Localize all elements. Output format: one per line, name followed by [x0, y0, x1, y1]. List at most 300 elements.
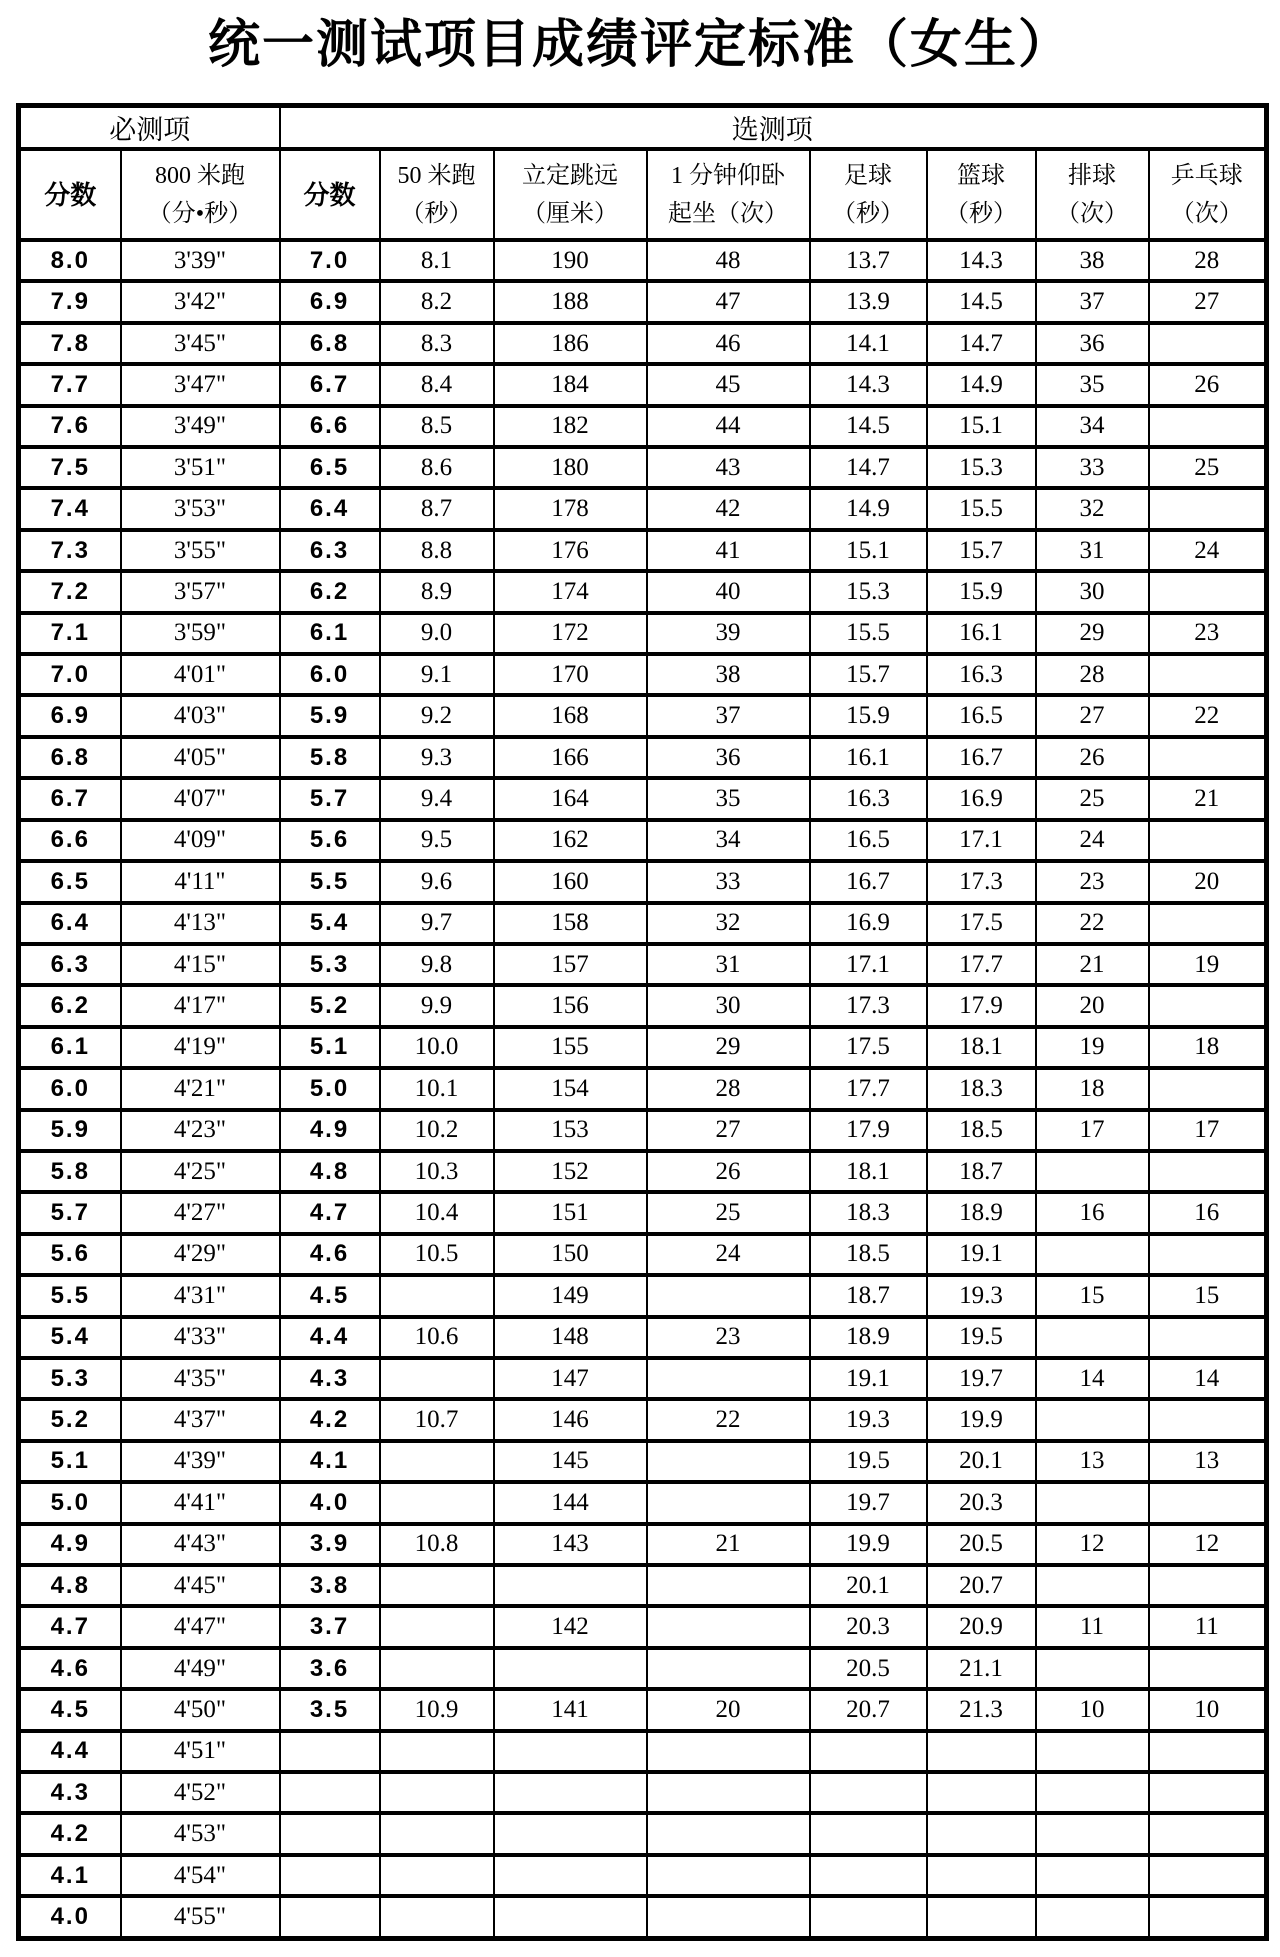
cell-standing-jump: 172 — [494, 613, 647, 654]
cell-run-50m: 10.2 — [380, 1110, 494, 1151]
cell-run-50m: 8.1 — [380, 240, 494, 281]
table-row — [19, 1027, 1267, 1068]
cell-score-right: 5.6 — [280, 820, 380, 861]
cell-standing-jump: 148 — [494, 1317, 647, 1358]
cell-standing-jump — [494, 1731, 647, 1772]
cell-score-right: 5.1 — [280, 1027, 380, 1068]
cell-run-800m: 4'01" — [121, 654, 280, 695]
cell-volleyball: 25 — [1036, 778, 1149, 819]
cell-volleyball — [1036, 1565, 1149, 1606]
cell-basketball: 16.7 — [927, 737, 1036, 778]
cell-table-tennis: 17 — [1149, 1110, 1267, 1151]
cell-basketball — [927, 1772, 1036, 1813]
table-row — [19, 1606, 1267, 1647]
cell-score-left: 7.8 — [19, 323, 121, 364]
cell-score-left: 7.3 — [19, 530, 121, 571]
column-header-run-800m — [121, 149, 280, 240]
cell-run-800m: 4'11" — [121, 861, 280, 902]
cell-situps — [647, 1896, 810, 1938]
cell-situps: 48 — [647, 240, 810, 281]
cell-run-800m: 3'42" — [121, 281, 280, 322]
cell-volleyball — [1036, 1482, 1149, 1523]
cell-standing-jump: 147 — [494, 1358, 647, 1399]
cell-run-800m: 4'09" — [121, 820, 280, 861]
cell-score-left: 5.8 — [19, 1151, 121, 1192]
cell-soccer: 19.1 — [810, 1358, 927, 1399]
cell-volleyball: 12 — [1036, 1524, 1149, 1565]
cell-run-800m: 4'19" — [121, 1027, 280, 1068]
cell-basketball: 17.1 — [927, 820, 1036, 861]
cell-volleyball — [1036, 1234, 1149, 1275]
cell-standing-jump: 156 — [494, 985, 647, 1026]
column-header-volleyball — [1036, 149, 1149, 240]
scoring-standards-table — [16, 103, 1269, 1941]
cell-score-left: 4.0 — [19, 1896, 121, 1938]
table-row — [19, 488, 1267, 529]
cell-situps — [647, 1482, 810, 1523]
cell-score-right: 3.8 — [280, 1565, 380, 1606]
cell-standing-jump: 155 — [494, 1027, 647, 1068]
cell-soccer: 20.7 — [810, 1689, 927, 1730]
cell-score-left: 5.6 — [19, 1234, 121, 1275]
cell-score-right: 5.0 — [280, 1068, 380, 1109]
cell-standing-jump — [494, 1813, 647, 1854]
cell-volleyball: 29 — [1036, 613, 1149, 654]
cell-volleyball: 27 — [1036, 695, 1149, 736]
table-row — [19, 1648, 1267, 1689]
table-row — [19, 737, 1267, 778]
column-header-score-left — [19, 149, 121, 240]
cell-basketball: 17.9 — [927, 985, 1036, 1026]
cell-score-right: 4.2 — [280, 1399, 380, 1440]
table-row — [19, 1731, 1267, 1772]
cell-table-tennis — [1149, 903, 1267, 944]
column-header-situps — [647, 149, 810, 240]
cell-run-50m — [380, 1648, 494, 1689]
group-header-required: 必测项 — [19, 106, 280, 150]
cell-score-right: 6.5 — [280, 447, 380, 488]
cell-score-right: 4.6 — [280, 1234, 380, 1275]
table-row — [19, 1813, 1267, 1854]
column-unit: （秒） — [832, 200, 904, 227]
cell-table-tennis: 16 — [1149, 1192, 1267, 1233]
cell-situps: 21 — [647, 1524, 810, 1565]
cell-table-tennis: 28 — [1149, 240, 1267, 281]
cell-score-right: 5.5 — [280, 861, 380, 902]
cell-run-50m: 10.6 — [380, 1317, 494, 1358]
column-unit: （次） — [1170, 200, 1243, 227]
column-label: 立定跳远 — [522, 162, 618, 189]
table-row — [19, 613, 1267, 654]
cell-table-tennis — [1149, 1648, 1267, 1689]
cell-standing-jump: 182 — [494, 406, 647, 447]
cell-run-800m: 3'59" — [121, 613, 280, 654]
cell-run-50m — [380, 1606, 494, 1647]
cell-volleyball: 16 — [1036, 1192, 1149, 1233]
cell-score-right: 5.4 — [280, 903, 380, 944]
cell-run-800m: 3'49" — [121, 406, 280, 447]
cell-score-left: 4.7 — [19, 1606, 121, 1647]
cell-basketball: 14.9 — [927, 364, 1036, 405]
cell-score-left: 5.7 — [19, 1192, 121, 1233]
cell-score-right: 4.9 — [280, 1110, 380, 1151]
cell-table-tennis — [1149, 1399, 1267, 1440]
column-unit: （秒） — [945, 200, 1017, 227]
table-row — [19, 1896, 1267, 1938]
table-row — [19, 1855, 1267, 1896]
cell-run-800m: 4'54" — [121, 1855, 280, 1896]
table-row — [19, 903, 1267, 944]
cell-run-50m — [380, 1441, 494, 1482]
cell-run-50m — [380, 1482, 494, 1523]
cell-run-800m: 4'17" — [121, 985, 280, 1026]
cell-soccer: 17.5 — [810, 1027, 927, 1068]
cell-standing-jump — [494, 1648, 647, 1689]
cell-table-tennis: 19 — [1149, 944, 1267, 985]
cell-table-tennis — [1149, 406, 1267, 447]
cell-score-right: 6.0 — [280, 654, 380, 695]
table-row — [19, 1151, 1267, 1192]
cell-run-50m: 8.5 — [380, 406, 494, 447]
cell-run-50m — [380, 1896, 494, 1938]
cell-basketball — [927, 1896, 1036, 1938]
column-unit: （次） — [1056, 200, 1128, 227]
cell-standing-jump: 150 — [494, 1234, 647, 1275]
cell-volleyball: 14 — [1036, 1358, 1149, 1399]
cell-score-right: 6.8 — [280, 323, 380, 364]
cell-situps: 29 — [647, 1027, 810, 1068]
table-row — [19, 1772, 1267, 1813]
cell-soccer: 15.5 — [810, 613, 927, 654]
cell-table-tennis — [1149, 1482, 1267, 1523]
cell-basketball: 16.5 — [927, 695, 1036, 736]
column-unit: 起坐（次） — [668, 200, 788, 227]
cell-standing-jump: 166 — [494, 737, 647, 778]
cell-standing-jump — [494, 1565, 647, 1606]
cell-volleyball: 32 — [1036, 488, 1149, 529]
cell-score-right: 4.3 — [280, 1358, 380, 1399]
cell-run-50m: 10.3 — [380, 1151, 494, 1192]
cell-standing-jump: 178 — [494, 488, 647, 529]
cell-score-left: 5.3 — [19, 1358, 121, 1399]
column-unit: （秒） — [400, 200, 473, 227]
cell-soccer: 20.1 — [810, 1565, 927, 1606]
cell-standing-jump: 151 — [494, 1192, 647, 1233]
cell-situps — [647, 1275, 810, 1316]
cell-volleyball — [1036, 1151, 1149, 1192]
cell-basketball — [927, 1813, 1036, 1854]
table-row — [19, 1482, 1267, 1523]
cell-run-50m: 10.9 — [380, 1689, 494, 1730]
cell-basketball: 20.7 — [927, 1565, 1036, 1606]
cell-score-left: 6.8 — [19, 737, 121, 778]
cell-soccer: 15.7 — [810, 654, 927, 695]
cell-soccer: 19.9 — [810, 1524, 927, 1565]
cell-score-right: 5.7 — [280, 778, 380, 819]
cell-score-right: 6.2 — [280, 571, 380, 612]
table-row — [19, 571, 1267, 612]
table-row — [19, 1192, 1267, 1233]
cell-standing-jump: 184 — [494, 364, 647, 405]
cell-run-800m: 4'33" — [121, 1317, 280, 1358]
cell-run-50m: 9.2 — [380, 695, 494, 736]
cell-basketball: 17.3 — [927, 861, 1036, 902]
cell-soccer: 18.7 — [810, 1275, 927, 1316]
cell-score-left: 6.9 — [19, 695, 121, 736]
table-row — [19, 1234, 1267, 1275]
cell-table-tennis: 22 — [1149, 695, 1267, 736]
cell-situps — [647, 1731, 810, 1772]
column-label: 50 米跑 — [397, 162, 476, 189]
cell-score-right: 4.1 — [280, 1441, 380, 1482]
cell-run-800m: 4'25" — [121, 1151, 280, 1192]
table-row — [19, 654, 1267, 695]
cell-table-tennis — [1149, 1813, 1267, 1854]
cell-run-50m: 9.4 — [380, 778, 494, 819]
cell-score-right: 5.2 — [280, 985, 380, 1026]
cell-score-right — [280, 1896, 380, 1938]
cell-run-50m: 8.7 — [380, 488, 494, 529]
cell-standing-jump: 146 — [494, 1399, 647, 1440]
cell-basketball: 16.3 — [927, 654, 1036, 695]
cell-run-50m: 8.8 — [380, 530, 494, 571]
cell-soccer: 20.5 — [810, 1648, 927, 1689]
cell-run-50m — [380, 1358, 494, 1399]
cell-situps: 32 — [647, 903, 810, 944]
cell-situps: 39 — [647, 613, 810, 654]
cell-score-left: 6.0 — [19, 1068, 121, 1109]
cell-situps: 47 — [647, 281, 810, 322]
cell-table-tennis — [1149, 1855, 1267, 1896]
cell-run-800m: 4'52" — [121, 1772, 280, 1813]
cell-basketball: 20.5 — [927, 1524, 1036, 1565]
cell-score-left: 7.9 — [19, 281, 121, 322]
page-title: 统一测试项目成绩评定标准（女生） — [207, 17, 1072, 74]
cell-basketball: 17.5 — [927, 903, 1036, 944]
cell-score-right: 6.6 — [280, 406, 380, 447]
cell-situps — [647, 1441, 810, 1482]
cell-score-left: 6.4 — [19, 903, 121, 944]
cell-score-right: 3.6 — [280, 1648, 380, 1689]
group-header-row — [19, 106, 1267, 150]
cell-score-right — [280, 1731, 380, 1772]
cell-run-800m: 3'57" — [121, 571, 280, 612]
cell-situps — [647, 1565, 810, 1606]
cell-run-800m: 4'51" — [121, 1731, 280, 1772]
cell-run-50m — [380, 1813, 494, 1854]
table-row — [19, 944, 1267, 985]
cell-volleyball: 15 — [1036, 1275, 1149, 1316]
cell-situps — [647, 1606, 810, 1647]
cell-standing-jump: 144 — [494, 1482, 647, 1523]
cell-run-800m: 4'15" — [121, 944, 280, 985]
cell-volleyball: 30 — [1036, 571, 1149, 612]
table-row — [19, 861, 1267, 902]
cell-table-tennis — [1149, 1565, 1267, 1606]
table-row — [19, 323, 1267, 364]
cell-standing-jump: 152 — [494, 1151, 647, 1192]
cell-table-tennis — [1149, 571, 1267, 612]
cell-volleyball: 37 — [1036, 281, 1149, 322]
cell-standing-jump: 190 — [494, 240, 647, 281]
cell-volleyball: 19 — [1036, 1027, 1149, 1068]
cell-volleyball: 23 — [1036, 861, 1149, 902]
cell-situps: 27 — [647, 1110, 810, 1151]
cell-score-left: 5.0 — [19, 1482, 121, 1523]
cell-score-left: 5.4 — [19, 1317, 121, 1358]
cell-run-50m: 8.2 — [380, 281, 494, 322]
cell-run-50m: 8.3 — [380, 323, 494, 364]
cell-basketball: 20.3 — [927, 1482, 1036, 1523]
cell-soccer: 14.9 — [810, 488, 927, 529]
cell-table-tennis — [1149, 323, 1267, 364]
cell-run-50m: 9.5 — [380, 820, 494, 861]
cell-volleyball: 26 — [1036, 737, 1149, 778]
cell-basketball: 16.9 — [927, 778, 1036, 819]
cell-table-tennis — [1149, 1731, 1267, 1772]
cell-table-tennis — [1149, 1772, 1267, 1813]
cell-run-800m: 4'31" — [121, 1275, 280, 1316]
cell-table-tennis — [1149, 654, 1267, 695]
cell-soccer: 18.5 — [810, 1234, 927, 1275]
column-header-standing-jump — [494, 149, 647, 240]
cell-standing-jump: 180 — [494, 447, 647, 488]
column-header-basketball — [927, 149, 1036, 240]
cell-basketball: 19.5 — [927, 1317, 1036, 1358]
cell-run-50m: 10.8 — [380, 1524, 494, 1565]
cell-table-tennis: 23 — [1149, 613, 1267, 654]
cell-basketball: 15.9 — [927, 571, 1036, 612]
table-row — [19, 240, 1267, 281]
cell-score-left: 6.5 — [19, 861, 121, 902]
cell-score-left: 4.2 — [19, 1813, 121, 1854]
cell-run-800m: 4'55" — [121, 1896, 280, 1938]
cell-table-tennis: 10 — [1149, 1689, 1267, 1730]
column-label: 分数 — [44, 179, 97, 210]
cell-score-left: 6.7 — [19, 778, 121, 819]
cell-run-800m: 3'45" — [121, 323, 280, 364]
cell-standing-jump: 164 — [494, 778, 647, 819]
column-label: 分数 — [303, 179, 356, 210]
cell-score-left: 4.6 — [19, 1648, 121, 1689]
cell-situps — [647, 1772, 810, 1813]
cell-basketball: 18.3 — [927, 1068, 1036, 1109]
column-label: 足球 — [844, 162, 892, 189]
cell-soccer: 14.5 — [810, 406, 927, 447]
cell-run-800m: 3'47" — [121, 364, 280, 405]
table-row — [19, 1441, 1267, 1482]
cell-situps: 24 — [647, 1234, 810, 1275]
cell-run-50m: 9.0 — [380, 613, 494, 654]
cell-run-800m: 4'13" — [121, 903, 280, 944]
cell-run-50m: 10.1 — [380, 1068, 494, 1109]
cell-run-50m: 8.4 — [380, 364, 494, 405]
cell-standing-jump: 154 — [494, 1068, 647, 1109]
cell-basketball: 14.7 — [927, 323, 1036, 364]
cell-score-right — [280, 1772, 380, 1813]
cell-situps: 40 — [647, 571, 810, 612]
cell-standing-jump: 158 — [494, 903, 647, 944]
cell-score-left: 4.3 — [19, 1772, 121, 1813]
table-row — [19, 1317, 1267, 1358]
cell-soccer: 16.5 — [810, 820, 927, 861]
cell-run-800m: 4'39" — [121, 1441, 280, 1482]
table-row — [19, 985, 1267, 1026]
cell-situps: 42 — [647, 488, 810, 529]
cell-standing-jump: 188 — [494, 281, 647, 322]
cell-volleyball: 21 — [1036, 944, 1149, 985]
cell-score-right: 4.8 — [280, 1151, 380, 1192]
cell-basketball — [927, 1731, 1036, 1772]
cell-run-800m: 4'50" — [121, 1689, 280, 1730]
cell-situps: 34 — [647, 820, 810, 861]
cell-table-tennis — [1149, 1896, 1267, 1938]
cell-run-50m: 10.7 — [380, 1399, 494, 1440]
cell-score-left: 4.5 — [19, 1689, 121, 1730]
column-label: 800 米跑 — [155, 162, 245, 189]
cell-table-tennis: 21 — [1149, 778, 1267, 819]
cell-situps: 25 — [647, 1192, 810, 1233]
cell-table-tennis: 25 — [1149, 447, 1267, 488]
cell-basketball: 20.9 — [927, 1606, 1036, 1647]
cell-volleyball: 20 — [1036, 985, 1149, 1026]
cell-basketball: 18.1 — [927, 1027, 1036, 1068]
cell-score-left: 7.4 — [19, 488, 121, 529]
cell-soccer: 17.7 — [810, 1068, 927, 1109]
cell-volleyball: 11 — [1036, 1606, 1149, 1647]
cell-run-800m: 3'53" — [121, 488, 280, 529]
cell-run-50m: 10.5 — [380, 1234, 494, 1275]
cell-run-50m: 9.3 — [380, 737, 494, 778]
cell-score-left: 6.1 — [19, 1027, 121, 1068]
cell-basketball — [927, 1855, 1036, 1896]
cell-standing-jump: 174 — [494, 571, 647, 612]
cell-score-left: 4.8 — [19, 1565, 121, 1606]
cell-run-50m — [380, 1731, 494, 1772]
cell-volleyball — [1036, 1399, 1149, 1440]
cell-soccer: 15.9 — [810, 695, 927, 736]
cell-run-50m: 8.9 — [380, 571, 494, 612]
cell-run-800m: 4'07" — [121, 778, 280, 819]
cell-table-tennis: 18 — [1149, 1027, 1267, 1068]
cell-run-50m: 8.6 — [380, 447, 494, 488]
cell-standing-jump: 145 — [494, 1441, 647, 1482]
cell-run-800m: 4'49" — [121, 1648, 280, 1689]
cell-score-left: 6.6 — [19, 820, 121, 861]
cell-score-right: 5.9 — [280, 695, 380, 736]
cell-run-800m: 3'39" — [121, 240, 280, 281]
cell-standing-jump: 186 — [494, 323, 647, 364]
cell-volleyball: 24 — [1036, 820, 1149, 861]
cell-score-right: 3.5 — [280, 1689, 380, 1730]
cell-soccer: 16.1 — [810, 737, 927, 778]
cell-basketball: 17.7 — [927, 944, 1036, 985]
cell-situps: 31 — [647, 944, 810, 985]
cell-volleyball — [1036, 1813, 1149, 1854]
cell-basketball: 19.7 — [927, 1358, 1036, 1399]
cell-basketball: 20.1 — [927, 1441, 1036, 1482]
cell-score-right: 5.3 — [280, 944, 380, 985]
cell-soccer: 16.9 — [810, 903, 927, 944]
cell-standing-jump: 176 — [494, 530, 647, 571]
cell-volleyball: 34 — [1036, 406, 1149, 447]
table-row — [19, 1565, 1267, 1606]
cell-volleyball — [1036, 1855, 1149, 1896]
cell-soccer: 13.7 — [810, 240, 927, 281]
cell-soccer: 14.1 — [810, 323, 927, 364]
cell-score-left: 7.5 — [19, 447, 121, 488]
cell-standing-jump — [494, 1772, 647, 1813]
